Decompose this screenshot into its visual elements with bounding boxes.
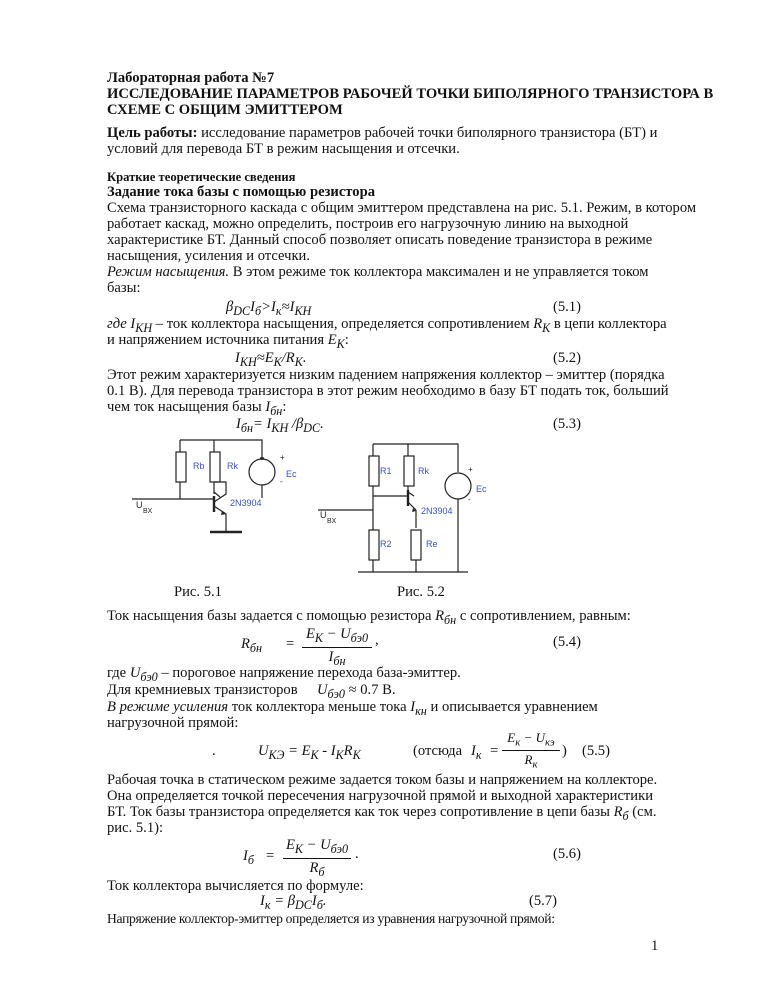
label-ec: Ec	[286, 469, 297, 479]
paragraph-line: Напряжение коллектор-эмиттер определяется из уравнения нагрузочной прямой:	[107, 911, 555, 926]
equation-5-5-fraction	[502, 730, 560, 770]
eq-part: I	[311, 893, 317, 909]
label-u-sub: BX	[143, 508, 153, 515]
eq-sub: бэ0	[330, 841, 349, 856]
figure-caption-5-1: Рис. 5.1	[174, 584, 222, 600]
eq-sub: бэ0	[350, 630, 369, 645]
saturation-mode-line	[107, 264, 649, 281]
text-part: U	[129, 665, 141, 681]
eq-part: R	[524, 751, 533, 767]
eq-dot: .	[212, 743, 216, 759]
text-part: в цепи коллектора	[550, 316, 667, 332]
paragraph-line	[107, 804, 656, 825]
eq-part: E	[285, 837, 295, 853]
text-sub: бэ0	[140, 669, 158, 684]
eq-sub: К	[352, 747, 361, 762]
fraction-denominator	[283, 859, 351, 880]
amplification-label: В режиме усиления	[107, 699, 229, 715]
label-ec: Ec	[476, 484, 487, 494]
plus-sign: +	[280, 453, 285, 462]
eq-part: − U	[520, 730, 545, 745]
eq-sub: бн	[240, 420, 254, 435]
eq-equals: =	[490, 743, 499, 759]
lab-title: Лабораторная работа №7	[107, 70, 275, 86]
eq-part: .	[302, 350, 307, 366]
figure-5-2-schematic	[318, 434, 498, 582]
saturation-label: Режим насыщения.	[107, 264, 230, 280]
text-sub: К	[336, 336, 345, 351]
equation-number: (5.3)	[553, 416, 581, 432]
text-sub: бн	[270, 403, 283, 418]
text-part: R	[613, 804, 623, 820]
eq-sub: КН	[271, 420, 289, 435]
eq-part: E	[507, 730, 516, 745]
text-part: I	[130, 316, 136, 332]
label-u: U	[136, 500, 143, 510]
paragraph-line: Ток коллектора вычисляется по формуле:	[107, 878, 364, 894]
eq-part: = E	[284, 743, 311, 759]
eq-part: U	[258, 743, 269, 759]
equation-number: (5.6)	[553, 846, 581, 862]
eq-sub: бн	[333, 653, 346, 668]
equation-number: (5.2)	[553, 350, 581, 366]
eq-sub: К	[294, 354, 303, 369]
eq-part: R	[343, 743, 353, 759]
paragraph-line	[107, 682, 298, 699]
text-part: I	[410, 699, 416, 715]
page-number: 1	[651, 938, 659, 954]
minus-sign: -	[468, 495, 471, 504]
text-part: :	[282, 399, 287, 415]
text-part: R	[533, 316, 543, 332]
where-line-2	[107, 332, 349, 353]
label-u: U	[320, 510, 327, 520]
equation-number: (5.7)	[529, 893, 557, 909]
eq-sub: бн	[249, 640, 263, 655]
text-part: – ток коллектора насыщения, определяется сопротивлением	[152, 316, 534, 332]
eq-sub: К	[294, 841, 303, 856]
text-part: Ток насыщения базы задается с помощью резистора	[107, 608, 436, 624]
eq-part: I	[250, 299, 256, 315]
eq-sub: б	[316, 897, 323, 912]
eq-sub: DC	[303, 420, 321, 435]
text-part: – пороговое напряжение перехода база-эмиттер.	[157, 665, 461, 681]
fraction-numerator	[283, 837, 351, 859]
eq-part: >I	[261, 299, 276, 315]
title-line-2: ИССЛЕДОВАНИЕ ПАРАМЕТРОВ РАБОЧЕЙ ТОЧКИ БИПОЛЯРНОГО ТРАНЗИСТОРА В	[107, 86, 714, 102]
eq-sub: кэ	[545, 736, 555, 749]
eq-part: I	[243, 848, 248, 864]
label-transistor: 2N3904	[421, 506, 453, 516]
figure-5-1-schematic	[130, 432, 305, 552]
eq-part: R	[309, 859, 319, 876]
source-ec	[249, 459, 275, 485]
text-part: (см.	[628, 804, 657, 820]
section-subheading: Задание тока базы с помощью резистора	[107, 184, 375, 200]
equation-number: (5.1)	[553, 299, 581, 315]
text-part: ток коллектора меньше тока	[228, 699, 411, 715]
paragraph-line: рис. 5.1):	[107, 820, 164, 836]
equation-number: (5.5)	[582, 743, 610, 759]
eq-comma: ,	[375, 632, 379, 648]
eq-part: I	[260, 893, 265, 909]
goal-line-1	[107, 125, 657, 142]
text-part: ≈ 0.7 В.	[344, 682, 396, 698]
paragraph-line: Этот режим характеризуется низким падением напряжения коллектор – эмиттер (порядка	[107, 367, 665, 383]
text-part: где	[107, 316, 131, 332]
text-sub: б	[622, 808, 629, 823]
eq-sub: К	[314, 630, 323, 645]
fraction-numerator	[502, 730, 560, 751]
goal-text: исследование параметров рабочей точки биполярного транзистора (БТ) и	[197, 125, 658, 141]
text-part: с сопротивлением, равным:	[456, 608, 631, 624]
fraction-numerator	[302, 626, 372, 648]
saturation-text: В этом режиме ток коллектора максимален и не управляется током	[229, 264, 649, 280]
plus-sign: +	[468, 465, 473, 474]
paragraph-line: характеристике БТ. Данный способ позволяет описать поведение транзистора в режиме	[107, 232, 653, 248]
text-part: R	[435, 608, 445, 624]
resistor-rk	[404, 456, 414, 486]
paragraph-line: базы:	[107, 280, 141, 296]
label-r1: R1	[380, 466, 392, 476]
goal-label: Цель работы:	[107, 125, 198, 141]
eq-part: )	[562, 743, 567, 759]
eq-sub: К	[335, 747, 344, 762]
eq-part: I	[235, 350, 240, 366]
eq-part: - I	[318, 743, 336, 759]
eq-sub: DC	[233, 303, 251, 318]
eq-part: ≈E	[256, 350, 274, 366]
eq-sub: б	[247, 852, 254, 867]
text-part: I	[265, 399, 271, 415]
section-heading: Краткие теоретические сведения	[107, 170, 296, 184]
text-part: чем ток насыщения базы	[107, 399, 266, 415]
eq-part: .	[322, 893, 327, 909]
eq-sub: DC	[294, 897, 312, 912]
text-sub: бэ0	[327, 686, 345, 701]
equation-5-6-fraction	[283, 837, 351, 880]
eq-sub: к	[532, 758, 538, 771]
paragraph-line: Схема транзисторного каскада с общим эмиттером представлена на рис. 5.1. Режим, в котором	[107, 200, 697, 216]
equation-5-5	[258, 743, 361, 764]
eq-part: ≈I	[281, 299, 295, 315]
eq-text: (отсюда	[413, 743, 463, 759]
text-sub: КН	[135, 320, 153, 335]
eq-part: I	[471, 743, 476, 759]
resistor-r2	[369, 530, 379, 560]
eq-part: .	[320, 416, 324, 432]
text-part: где	[107, 665, 130, 681]
label-r2: R2	[380, 539, 392, 549]
eq-part: I	[328, 648, 334, 665]
minus-sign: -	[280, 477, 283, 486]
label-u-sub: BX	[327, 518, 337, 525]
equation-number: (5.4)	[553, 634, 581, 650]
text-part: БТ. Ток базы транзистора определяется как ток через сопротивление в цепи базы	[107, 804, 614, 820]
paragraph-line: Рабочая точка в статическом режиме задается током базы и напряжением на коллекторе.	[107, 772, 658, 788]
equation-5-4-fraction	[302, 626, 372, 669]
eq-equals: =	[286, 636, 295, 652]
eq-sub: К	[310, 747, 319, 762]
text-part: и описывается уравнением	[426, 699, 598, 715]
eq-part: R	[241, 636, 250, 652]
eq-part: − U	[322, 626, 351, 642]
eq-sub: б	[318, 864, 325, 879]
paragraph-line: насыщения, усиления и отсечки.	[107, 248, 311, 264]
paragraph-line: Она определяется точкой пересечения нагрузочной прямой и выходной характеристики	[107, 788, 654, 804]
eq-part: = β	[270, 893, 295, 909]
eq-sub: КН	[239, 354, 257, 369]
text-part: E	[327, 332, 337, 348]
text-sub: кн	[415, 703, 427, 718]
eq-sub: КЭ	[268, 747, 285, 762]
equation-5-4-lhs	[241, 636, 262, 657]
eq-sub: КН	[294, 303, 312, 318]
resistor-re	[411, 530, 421, 560]
eq-sub: к	[475, 747, 482, 762]
label-rk: Rk	[227, 461, 238, 471]
eq-part: /β	[288, 416, 304, 432]
text-part: U	[317, 682, 328, 698]
equation-5-6-lhs	[243, 848, 254, 869]
eq-part: = I	[253, 416, 272, 432]
eq-part: E	[305, 626, 315, 642]
label-re: Re	[426, 539, 438, 549]
eq-part: − U	[302, 837, 331, 853]
resistor-rk	[210, 452, 220, 482]
eq-dot: .	[355, 846, 359, 862]
resistor-r1	[369, 456, 379, 486]
eq-equals: =	[266, 848, 275, 864]
text-part: :	[344, 332, 349, 348]
goal-line-2: условий для перевода БТ в режим насыщения и отсечки.	[107, 141, 460, 157]
paragraph-line: работает каскад, можно определить, построив его нагрузочную линию на выходной	[107, 216, 629, 232]
paragraph-line: нагрузочной прямой:	[107, 715, 239, 731]
title-line-3: СХЕМЕ С ОБЩИМ ЭМИТТЕРОМ	[107, 102, 343, 118]
text-part: и напряжением источника питания	[107, 332, 328, 348]
eq-part: /R	[281, 350, 295, 366]
eq-sub: к	[515, 736, 521, 749]
label-transistor: 2N3904	[230, 498, 262, 508]
eq-part	[471, 743, 482, 764]
text-sub: К	[542, 320, 551, 335]
text-part: Для кремниевых транзисторов	[107, 682, 298, 698]
fraction-denominator	[502, 751, 560, 771]
eq-part: I	[236, 416, 241, 432]
text-sub: бн	[444, 612, 457, 627]
eq-sub: б	[255, 303, 262, 318]
eq-sub: к	[264, 897, 271, 912]
paragraph-line: 0.1 В). Для перевода транзистора в этот режим необходимо в базу БТ подать ток, больший	[107, 383, 669, 399]
figure-caption-5-2: Рис. 5.2	[397, 584, 445, 600]
label-rb: Rb	[193, 461, 205, 471]
eq-sub: к	[275, 303, 282, 318]
resistor-rb	[176, 452, 186, 482]
eq-part: β	[226, 299, 234, 315]
label-rk: Rk	[418, 466, 429, 476]
eq-sub: К	[273, 354, 282, 369]
